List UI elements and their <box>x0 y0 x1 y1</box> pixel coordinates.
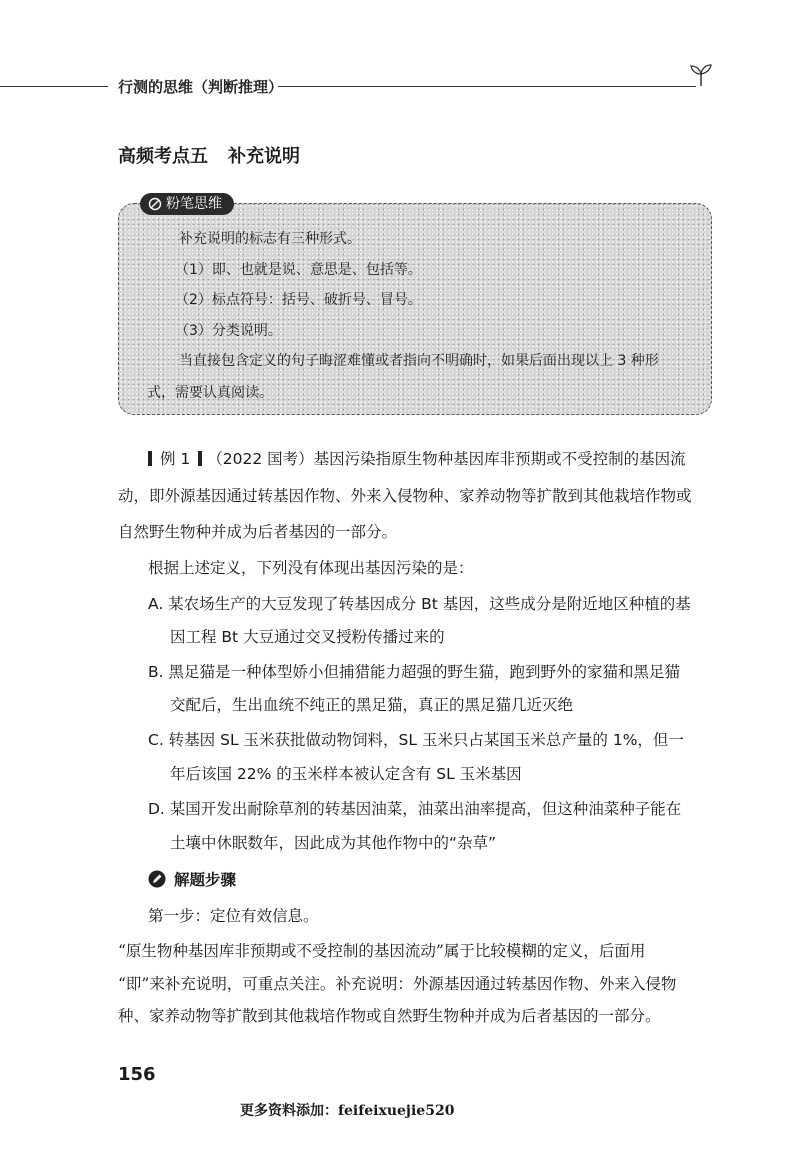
running-header <box>0 74 800 98</box>
example-label: 例 1 <box>160 450 191 468</box>
option-c: C. 转基因 SL 玉米获批做动物饲料，SL 玉米只占某国玉米总产量的 1%，但一 <box>148 731 684 749</box>
solution-step1: 第一步：定位有效信息。 <box>148 907 319 925</box>
option-b: B. 黑足猫是一种体型娇小但捕猎能力超强的野生猫，跑到野外的家猫和黑足猫 <box>148 663 680 681</box>
section-title-name: 补充说明 <box>228 146 300 167</box>
page-number: 156 <box>118 1064 156 1085</box>
example-first-line <box>148 447 686 469</box>
pen-circle-icon <box>148 870 166 888</box>
section-title-label: 高频考点五 <box>118 146 208 167</box>
think-box-tag-label: 粉笔思维 <box>166 196 222 212</box>
option-b-cont: 交配后，生出血统不纯正的黑足猫，真正的黑足猫几近灭绝 <box>170 696 574 714</box>
header-title: 行测的思维（判断推理） <box>118 78 284 96</box>
example-line: （2022 国考）基因污染指原生物种基因库非预期或不受控制的基因流 <box>207 450 686 468</box>
solution-line: 种、家养动物等扩散到其他栽培作物或自然野生物种并成为后者基因的一部分。 <box>118 1007 661 1025</box>
option-a-cont: 因工程 Bt 大豆通过交叉授粉传播过来的 <box>170 628 445 646</box>
header-rule-right <box>278 86 696 87</box>
example-mark-left <box>148 451 152 466</box>
option-d-cont: 土壤中休眠数年，因此成为其他作物中的“杂草” <box>170 834 497 852</box>
think-line: （1）即、也就是说、意思是、包括等。 <box>175 262 422 278</box>
think-box-tag <box>140 193 234 215</box>
think-line: 式，需要认真阅读。 <box>147 385 273 401</box>
footer-note: 更多资料添加：feifeixuejie520 <box>240 1103 455 1119</box>
think-line: （3）分类说明。 <box>175 323 282 339</box>
header-rule-left <box>0 86 108 87</box>
example-line: 自然野生物种并成为后者基因的一部分。 <box>118 523 398 541</box>
think-line: （2）标点符号：括号、破折号、冒号。 <box>175 292 422 308</box>
question-text: 根据上述定义，下列没有体现出基因污染的是： <box>148 559 474 577</box>
chalk-icon <box>148 197 162 211</box>
sprout-icon <box>688 62 714 88</box>
option-d: D. 某国开发出耐除草剂的转基因油菜，油菜出油率提高，但这种油菜种子能在 <box>148 800 682 818</box>
example-line: 动，即外源基因通过转基因作物、外来入侵物种、家养动物等扩散到其他栽培作物或 <box>118 487 692 505</box>
think-box <box>118 203 712 415</box>
section-title <box>118 142 300 168</box>
example-mark-right <box>198 451 202 466</box>
option-c-cont: 年后该国 22% 的玉米样本被认定含有 SL 玉米基因 <box>170 765 522 783</box>
solution-heading <box>148 868 236 890</box>
think-line: 补充说明的标志有三种形式。 <box>179 231 361 247</box>
solution-heading-label: 解题步骤 <box>174 871 237 889</box>
think-line: 当直接包含定义的句子晦涩难懂或者指向不明确时，如果后面出现以上 3 种形 <box>179 353 659 369</box>
solution-line: “原生物种基因库非预期或不受控制的基因流动”属于比较模糊的定义，后面用 <box>118 942 646 960</box>
option-a: A. 某农场生产的大豆发现了转基因成分 Bt 基因，这些成分是附近地区种植的基 <box>148 595 691 613</box>
solution-line: “即”来补充说明，可重点关注。补充说明：外源基因通过转基因作物、外来入侵物 <box>118 975 677 993</box>
